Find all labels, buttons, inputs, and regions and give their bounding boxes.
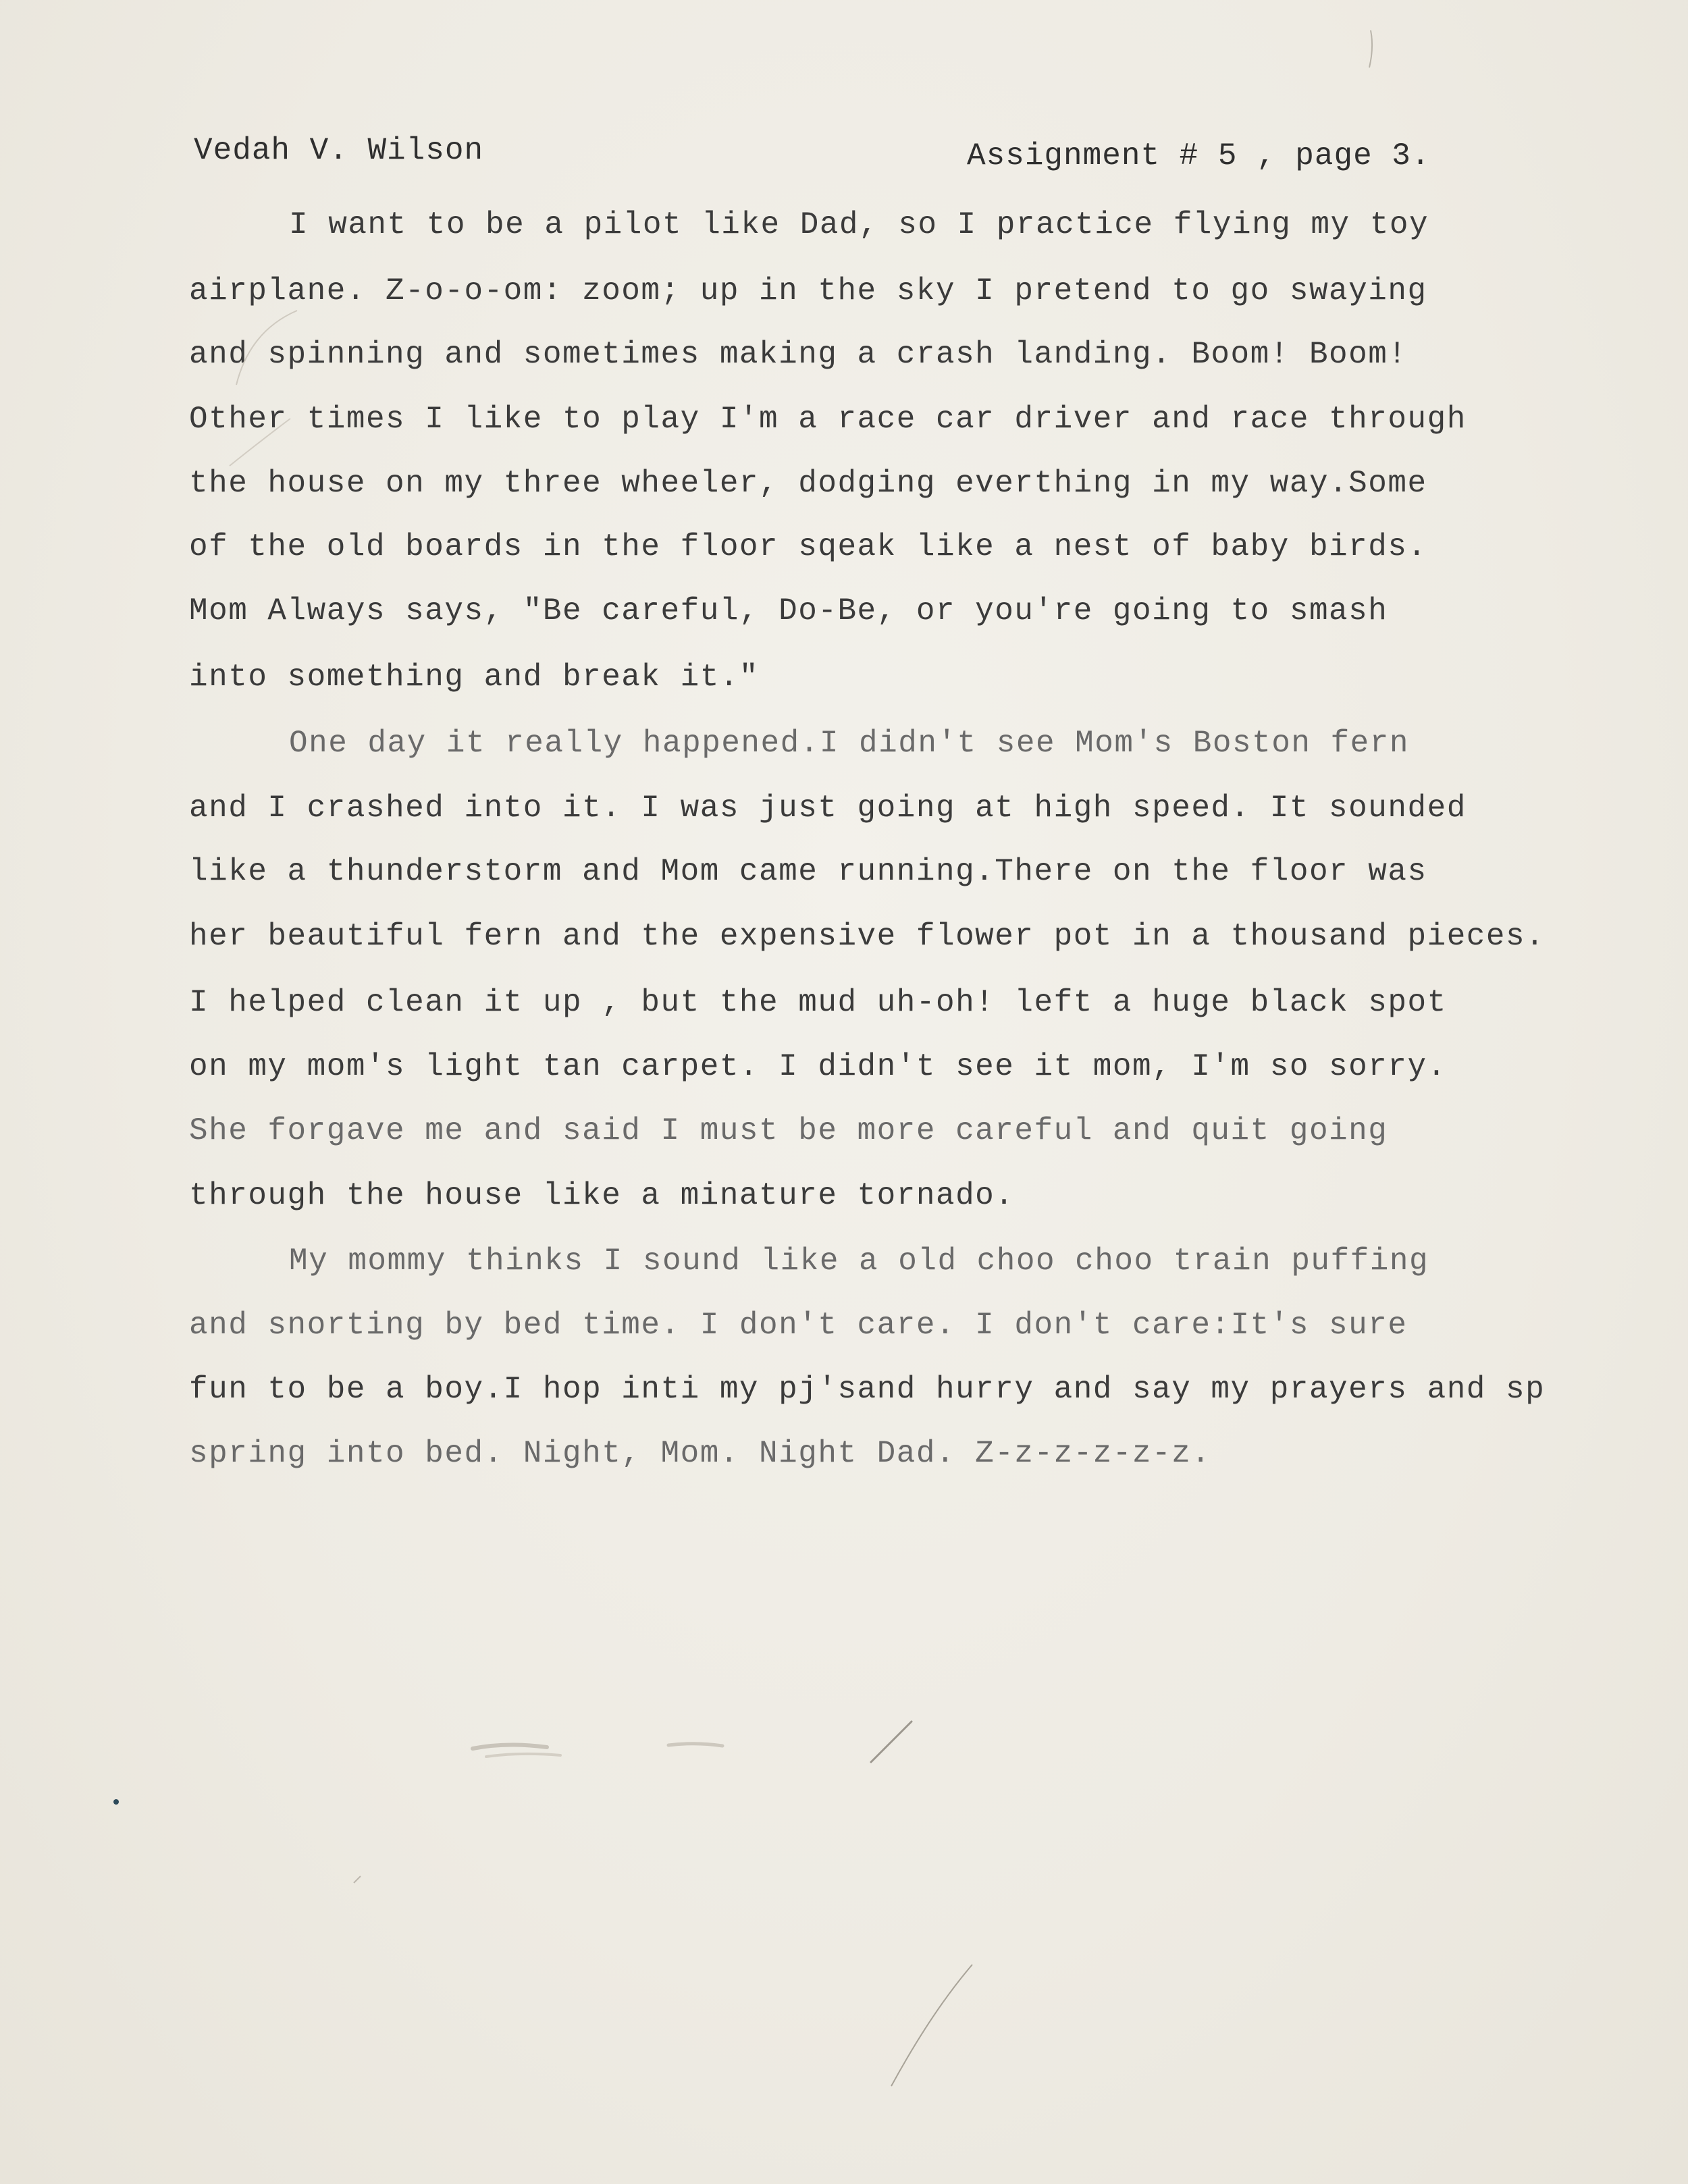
- ink-dot: [111, 1797, 121, 1807]
- pencil-mark-top-right: [1357, 27, 1384, 74]
- text-line: like a thunderstorm and Mom came running.There on the floor was: [189, 854, 1427, 889]
- pencil-line-bottom: [878, 1958, 979, 2093]
- text-line: Other times I like to play I'm a race car driver and race through: [189, 402, 1467, 437]
- text-line: spring into bed. Night, Mom. Night Dad. Z-z-z-z-z-z.: [189, 1436, 1211, 1471]
- author-name: Vedah V. Wilson: [194, 133, 484, 168]
- text-line: of the old boards in the floor sqeak like a nest of baby birds.: [189, 529, 1427, 564]
- text-line: the house on my three wheeler, dodging everthing in my way.Some: [189, 466, 1427, 501]
- text-line: I want to be a pilot like Dad, so I practice flying my toy: [289, 207, 1429, 242]
- text-line: and I crashed into it. I was just going at high speed. It sounded: [189, 791, 1467, 826]
- text-line: Mom Always says, "Be careful, Do-Be, or you're going to smash: [189, 593, 1388, 629]
- pencil-mark-left: [223, 304, 304, 479]
- text-line: and spinning and sometimes making a crash landing. Boom! Boom!: [189, 337, 1408, 372]
- text-line: through the house like a minature tornado.: [189, 1178, 1015, 1213]
- text-line: into something and break it.": [189, 660, 760, 695]
- smudge-marks: [466, 1715, 952, 1776]
- text-line: One day it really happened.I didn't see Mom's Boston fern: [289, 726, 1409, 761]
- text-line: I helped clean it up , but the mud uh-oh! left a huge black spot: [189, 985, 1447, 1020]
- assignment-label: Assignment # 5 , page 3.: [967, 138, 1431, 174]
- text-line: and snorting by bed time. I don't care. I don't care:It's sure: [189, 1308, 1408, 1343]
- text-line: on my mom's light tan carpet. I didn't see it mom, I'm so sorry.: [189, 1049, 1447, 1084]
- text-line: her beautiful fern and the expensive flower pot in a thousand pieces.: [189, 919, 1546, 954]
- text-line: airplane. Z-o-o-om: zoom; up in the sky I pretend to go swaying: [189, 273, 1427, 309]
- text-line: She forgave me and said I must be more careful and quit going: [189, 1113, 1388, 1148]
- text-line: fun to be a boy.I hop inti my pj'sand hurry and say my prayers and sp: [189, 1372, 1546, 1407]
- text-line: My mommy thinks I sound like a old choo choo train puffing: [289, 1244, 1429, 1279]
- small-tick-mark: [351, 1873, 365, 1887]
